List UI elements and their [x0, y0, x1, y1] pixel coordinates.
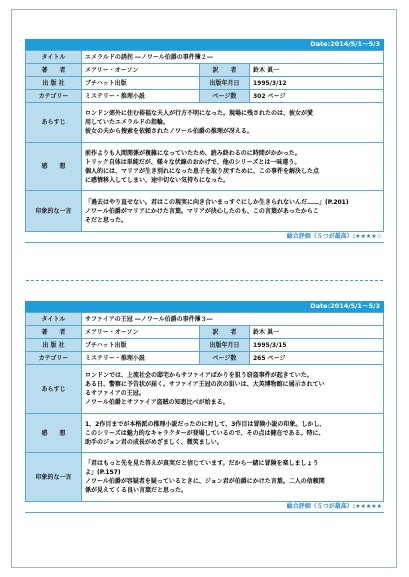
- label-author: 著 者: [26, 64, 82, 77]
- label-title: タイトル: [26, 313, 82, 326]
- record-table: [25, 50, 384, 232]
- value-pages[interactable]: 265 ページ: [250, 352, 384, 365]
- row-category: [26, 352, 384, 365]
- impression-line: 助手のジョン君の成長がめざましく、微笑ましい。: [85, 438, 223, 446]
- row-category: [26, 90, 384, 103]
- label-title: タイトル: [26, 51, 82, 64]
- label-author: 著 者: [26, 326, 82, 339]
- value-pages[interactable]: 302 ページ: [250, 90, 384, 103]
- row-author: [26, 64, 384, 77]
- reading-record-2: [25, 301, 384, 513]
- quote-line: ノワール伯爵がマリアにかけた言葉。マリアが決心したのも、この言葉があったからこ: [85, 207, 319, 215]
- row-author: [26, 326, 384, 339]
- value-quote[interactable]: [82, 453, 384, 502]
- row-quote: [26, 191, 384, 232]
- rating-stars[interactable]: ★★★★☆: [355, 233, 382, 240]
- row-publisher: [26, 339, 384, 352]
- value-summary[interactable]: [82, 103, 384, 143]
- summary-line: ノワール伯爵とサファイア盗賊の知恵比べが始まる。: [85, 399, 229, 406]
- value-title[interactable]: サファイアの王冠 ―ノワール伯爵の事件簿３―: [82, 313, 384, 326]
- impression-line: このシリーズは魅力的なキャラクターが登場しているので、その点は健在である。特に、: [85, 429, 325, 437]
- impression-line: 個人的には、マリアが生き別れになった息子を取り戻すために、この事件を解決した点: [85, 167, 320, 175]
- cut-line-divider: [26, 280, 383, 281]
- impression-line: トリック自体は単純だが、様々な伏線のおかげで、他のシリーズとは一味違う。: [85, 158, 301, 166]
- quote-line: ノワール伯爵が容疑者を疑っているときに、ジョン君が伯爵にかけた言葉。二人の信頼関: [85, 478, 325, 485]
- label-pubdate: 出版年月日: [200, 77, 250, 90]
- value-summary[interactable]: [82, 365, 384, 414]
- overall-rating: [25, 502, 384, 513]
- label-pages: ページ数: [200, 352, 250, 365]
- impression-line: 前作よりも人間関係が複雑になっていたため、読み終わるのに時間がかかった。: [85, 149, 301, 157]
- quote-line: 係が見えてくる良い言葉だと思った。: [85, 487, 188, 494]
- row-quote: [26, 453, 384, 502]
- rating-label: 総合評価（５つが最高）:: [286, 233, 356, 240]
- value-quote[interactable]: [82, 191, 384, 232]
- value-category[interactable]: ミステリー・推理小説: [82, 90, 200, 103]
- summary-line: 用していたエメラルドの指輪。: [85, 119, 169, 126]
- label-summary: あらすじ: [26, 365, 82, 414]
- row-summary: [26, 103, 384, 143]
- overall-rating: [25, 232, 384, 243]
- label-category: カテゴリー: [26, 352, 82, 365]
- row-title: [26, 51, 384, 64]
- summary-line: 彼女の夫から捜索を依頼されたノワール伯爵の推理が冴える。: [85, 128, 253, 135]
- quote-line: そだと思った。: [85, 216, 128, 224]
- impression-line: 1、2作目までが本格派の推理小説だったのに対して、3作目は冒険小説の印象。しかし、: [85, 420, 326, 428]
- summary-line: ロンドンでは、上流社会の邸宅からサファイアばかりを狙う窃盗事件が起きていた。: [85, 372, 313, 379]
- rating-label: 総合評価（５つが最高）:: [286, 503, 356, 510]
- row-summary: [26, 365, 384, 414]
- value-author[interactable]: メアリー・オーソン: [82, 64, 200, 77]
- label-translator: 訳 者: [200, 326, 250, 339]
- row-title: [26, 313, 384, 326]
- value-pubdate[interactable]: 1995/3/15: [250, 339, 384, 352]
- label-category: カテゴリー: [26, 90, 82, 103]
- label-impression: 感 想: [26, 143, 82, 191]
- date-header: Date:2014/5/1～5/3: [25, 301, 384, 312]
- value-author[interactable]: メアリー・オーソン: [82, 326, 200, 339]
- value-title[interactable]: エメラルドの誘拐 ―ノワール伯爵の事件簿２―: [82, 51, 384, 64]
- value-category[interactable]: ミステリー・推理小説: [82, 352, 200, 365]
- quote-line: 「過去はやり直せない。君はこの現実に向き合いまっすぐにしか生きられないんだ……」(P.201): [85, 198, 349, 206]
- date-header: Date:2014/5/1～5/3: [25, 39, 384, 50]
- label-impression: 感 想: [26, 414, 82, 453]
- label-translator: 訳 者: [200, 64, 250, 77]
- record-table: [25, 312, 384, 502]
- summary-line: るサファイアの王冠。: [85, 390, 145, 397]
- value-impression[interactable]: [82, 414, 384, 453]
- value-impression[interactable]: [82, 143, 384, 191]
- quote-line: 「君はもっと先を見た答えが真実だと信じています。だから一緒に冒険を楽しましょう: [85, 460, 319, 467]
- summary-line: ある日、警察に予告状が届く。サファイア王冠の次の狙いは、大英博物館に展示されてい: [85, 381, 325, 388]
- row-publisher: [26, 77, 384, 90]
- row-impression: [26, 414, 384, 453]
- label-pages: ページ数: [200, 90, 250, 103]
- label-pubdate: 出版年月日: [200, 339, 250, 352]
- value-translator[interactable]: 鈴木 眞一: [250, 64, 384, 77]
- label-quote: 印象的な一言: [26, 453, 82, 502]
- label-publisher: 出 版 社: [26, 339, 82, 352]
- label-publisher: 出 版 社: [26, 77, 82, 90]
- impression-line: に感情移入してしまい、途中切ない気持ちになった。: [85, 176, 230, 184]
- label-quote: 印象的な一言: [26, 191, 82, 232]
- value-translator[interactable]: 鈴木 眞一: [250, 326, 384, 339]
- rating-stars[interactable]: ★★★★★: [355, 503, 382, 510]
- row-impression: [26, 143, 384, 191]
- value-publisher[interactable]: ブチハット出版: [82, 77, 200, 90]
- value-pubdate[interactable]: 1995/3/12: [250, 77, 384, 90]
- label-summary: あらすじ: [26, 103, 82, 143]
- summary-line: ロンドン郊外に住む裕福な夫人が行方不明になった。現場に残されたのは、彼女が愛: [85, 110, 314, 117]
- quote-line: よ」(P.157): [85, 469, 121, 476]
- value-publisher[interactable]: ブチハット出版: [82, 339, 200, 352]
- reading-record-1: [25, 39, 384, 243]
